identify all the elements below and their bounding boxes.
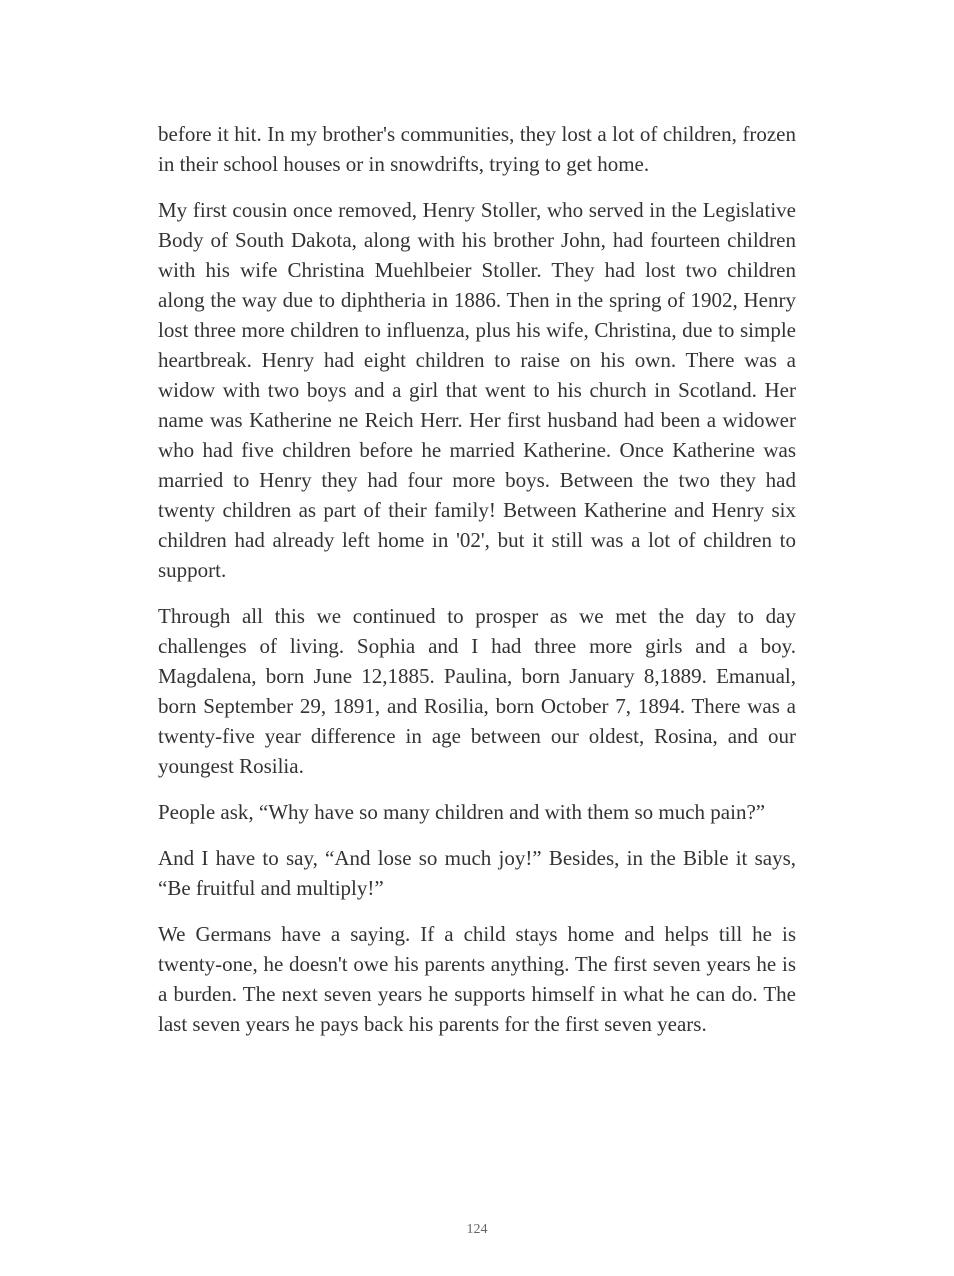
body-text [158,119,796,1055]
page-number: 124 [466,1222,488,1237]
paragraph-prosper: Through all this we continued to prosper as we met the day to day challenges of living. Sophia and I had three more girls and a boy. Magdalena, born June 12,1885. Paulina, born January 8,1889. Emanual, born September 29, 1891, and Rosilia, born October 7, 1894. There was a twenty-five year difference in age between our oldest, Rosina, and our youngest Rosilia. [158,604,796,778]
paragraph-people-ask: People ask, “Why have so many children and with them so much pain?” [158,800,766,824]
paragraph-continued: before it hit. In my brother's communities, they lost a lot of children, frozen in their school houses or in snowdrifts, trying to get home. [158,122,796,176]
paragraph-german-saying: We Germans have a saying. If a child stays home and helps till he is twenty-one, he doesn't owe his parents anything. The first seven years he is a burden. The next seven years he supports himself in what he can do. The last seven years he pays back his parents for the first seven years. [158,922,796,1036]
paragraph-lose-joy: And I have to say, “And lose so much joy!” Besides, in the Bible it says, “Be fruitful and multiply!” [158,846,796,900]
paragraph-henry-stoller: My first cousin once removed, Henry Stoller, who served in the Legislative Body of South Dakota, along with his brother John, had fourteen children with his wife Christina Muehlbeier Stoller. They had lost two children along the way due to diphtheria in 1886. Then in the spring of 1902, Henry lost three more children to influenza, plus his wife, Christina, due to simple heartbreak. Henry had eight children to raise on his own. There was a widow with two boys and a girl that went to his church in Scotland. Her name was Katherine ne Reich Herr. Her first husband had been a widower who had five children before he married Katherine. Once Katherine was married to Henry they had four more boys. Between the two they had twenty children as part of their family! Between Katherine and Henry six children had already left home in '02', but it still was a lot of children to support. [158,198,796,582]
